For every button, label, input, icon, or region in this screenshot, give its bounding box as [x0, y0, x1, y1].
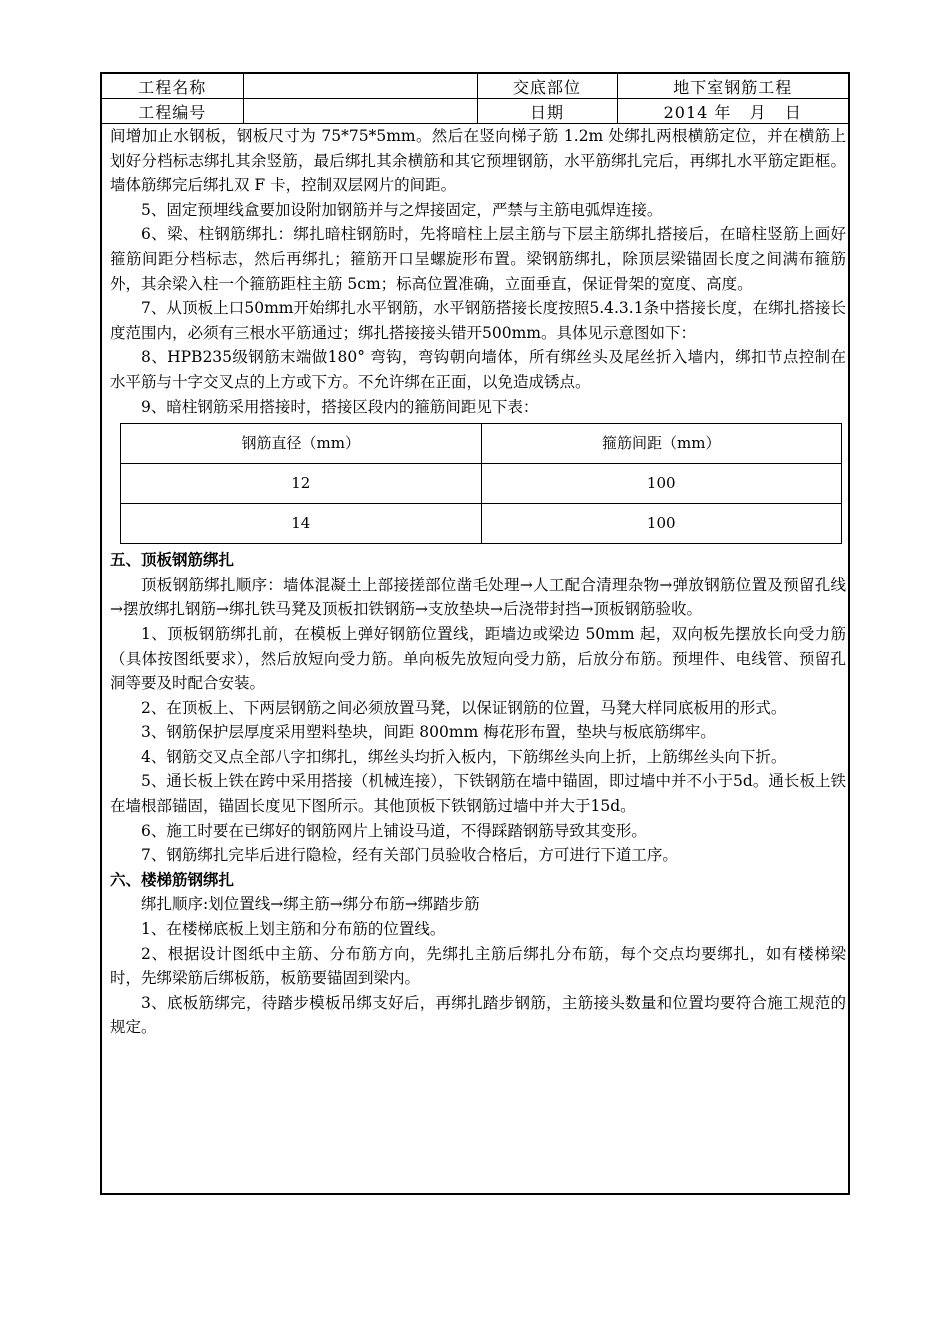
- table-row: [121, 504, 842, 544]
- paragraph: 间增加止水钢板，钢板尺寸为 75*75*5mm。然后在竖向梯子筋 1.2m 处绑扎两根横筋定位，并在横筋上划好分档标志绑扎其余竖筋，最后绑扎其余横筋和其它预埋钢筋，水平筋绑扎完后，再绑扎水平筋定距框。墙体筋绑完后绑扎双 F 卡，控制双层网片的间距。: [110, 127, 846, 195]
- paragraph: 7、从顶板上口50mm开始绑扎水平钢筋，水平钢筋搭接长度按照5.4.3.1条中搭接长度，在绑扎搭接长度范围内，必须有三根水平筋通过；绑扎搭接接头错开500mm。具体见示意图如下：: [110, 299, 846, 342]
- stirrup-spacing-table: [120, 423, 842, 544]
- table-header-row: [121, 424, 842, 464]
- paragraph: 2、在顶板上、下两层钢筋之间必须放置马凳，以保证钢筋的位置，马凳大样同底板用的形式。: [141, 698, 787, 717]
- paragraph: 7、钢筋绑扎完毕后进行隐检，经有关部门员验收合格后，方可进行下道工序。: [141, 846, 678, 865]
- project-name-label: 工程名称: [102, 74, 243, 99]
- document-frame: [100, 72, 850, 1195]
- paragraph: 3、底板筋绑完，待踏步模板吊绑支好后，再绑扎踏步钢筋，主筋接头数量和位置均要符合施工规范的规定。: [110, 993, 846, 1037]
- date-value: 2014 年 月 日: [617, 99, 848, 124]
- table-cell: 14: [121, 504, 482, 544]
- paragraph: 1、顶板钢筋绑扎前，在模板上弹好钢筋位置线，距墙边或梁边 50mm 起，双向板先摆放长向受力筋（具体按图纸要求），然后放短向受力筋。单向板先放短向受力筋，后放分布筋。预埋件、电线管、预留孔洞等要及时配合安装。: [110, 624, 846, 693]
- paragraph: 绑扎顺序:划位置线→绑主筋→绑分布筋→绑踏步筋: [141, 895, 480, 914]
- paragraph: 6、梁、柱钢筋绑扎：绑扎暗柱钢筋时，先将暗柱上层主筋与下层主筋绑扎搭接后，在暗柱竖筋上画好箍筋间距分档标志，然后再绑扎；箍筋开口呈螺旋形布置。梁钢筋绑扎，除顶层梁锚固长度之间满布箍筋外，其余梁入柱一个箍筋距柱主筋 5cm；标高位置准确，立面垂直，保证骨架的宽度、高度。: [110, 225, 846, 293]
- table-cell: 100: [481, 504, 842, 544]
- paragraph: 5、通长板上铁在跨中采用搭接（机械连接），下铁钢筋在墙中锚固，即过墙中并不小于5d。通长板上铁在墙根部锚固，锚固长度见下图所示。其他顶板下铁钢筋过墙中并大于15d。: [110, 772, 846, 816]
- header-row-1: [102, 74, 848, 99]
- handover-part-value: 地下室钢筋工程: [617, 74, 848, 99]
- paragraph: 6、施工时要在已绑好的钢筋网片上铺设马道，不得踩踏钢筋导致其变形。: [141, 821, 647, 840]
- paragraph: 5、固定预埋线盒要加设附加钢筋并与之焊接固定，严禁与主筋电弧焊连接。: [141, 200, 663, 219]
- column-header: 钢筋直径（mm）: [121, 424, 482, 464]
- section-heading: 五、顶板钢筋绑扎: [110, 551, 235, 570]
- date-label: 日期: [477, 99, 617, 124]
- project-no-value: [243, 99, 477, 124]
- table-row: [121, 464, 842, 504]
- paragraph: 4、钢筋交叉点全部八字扣绑扎，绑丝头均折入板内，下筋绑丝头向上折，上筋绑丝头向下折。: [141, 747, 787, 766]
- paragraph: 2、根据设计图纸中主筋、分布筋方向，先绑扎主筋后绑扎分布筋，每个交点均要绑扎，如有楼梯梁时，先绑梁筋后绑板筋，板筋要锚固到梁内。: [110, 944, 846, 988]
- paragraph: 1、在楼梯底板上划主筋和分布筋的位置线。: [141, 920, 446, 939]
- table-cell: 12: [121, 464, 482, 504]
- project-no-label: 工程编号: [102, 99, 243, 124]
- paragraph: 8、HPB235级钢筋末端做180° 弯钩，弯钩朝向墙体，所有绑丝头及尾丝折入墙内，绑扣节点控制在水平筋与十字交叉点的上方或下方。不允许绑在正面，以免造成锈点。: [110, 348, 846, 391]
- table-cell: 100: [481, 464, 842, 504]
- handover-part-label: 交底部位: [477, 74, 617, 99]
- project-name-value: [243, 74, 477, 99]
- paragraph: 3、钢筋保护层厚度采用塑料垫块，间距 800mm 梅花形布置，垫块与板底筋绑牢。: [141, 723, 716, 742]
- document-body: [110, 124, 846, 1040]
- column-header: 箍筋间距（mm）: [481, 424, 842, 464]
- header-row-2: [102, 99, 848, 124]
- paragraph: 9、暗柱钢筋采用搭接时，搭接区段内的箍筋间距见下表：: [141, 397, 539, 416]
- header-table: [102, 74, 848, 124]
- section-heading: 六、楼梯筋钢绑扎: [110, 870, 235, 889]
- paragraph: 顶板钢筋绑扎顺序：墙体混凝土上部接搓部位凿毛处理→人工配合清理杂物→弹放钢筋位置及预留孔线→摆放绑扎钢筋→绑扎铁马凳及顶板扣铁钢筋→支放垫块→后浇带封挡→顶板钢筋验收。: [110, 575, 846, 619]
